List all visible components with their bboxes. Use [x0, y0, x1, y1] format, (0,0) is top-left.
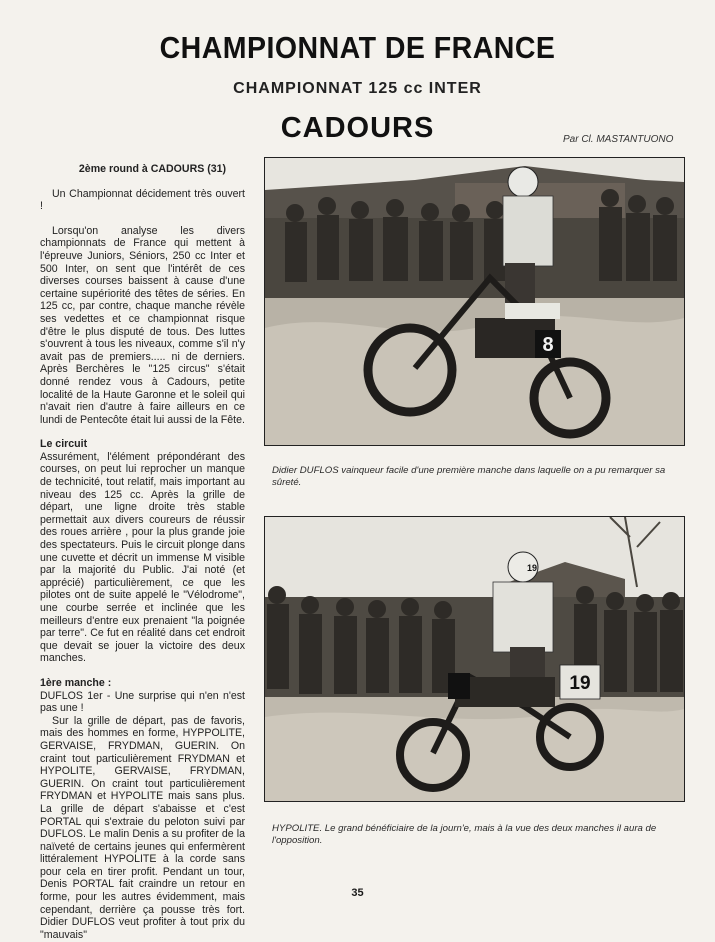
bike-number-8: 8	[542, 334, 554, 356]
article-place-title: CADOURS	[280, 112, 435, 144]
bike-number-19: 19	[569, 673, 591, 694]
intro-paragraph: Un Championnat décidement très ouvert !	[40, 187, 245, 213]
bottom-photo-caption: HYPOLITE. Le grand bénéficiaire de la journ'e, mais à la vue des deux manches il aura de l'opposition.	[272, 823, 657, 846]
author-byline: Par Cl. MASTANTUONO	[563, 134, 674, 145]
article-text-column	[40, 163, 245, 941]
round-heading: 2ème round à CADOURS (31)	[78, 163, 227, 175]
manche-lead: DUFLOS 1er - Une surprise qui n'en n'est pas une !	[40, 689, 245, 715]
manche-heading: 1ère manche :	[40, 676, 112, 689]
helmet-number: 19	[526, 563, 538, 573]
circuit-heading: Le circuit	[40, 438, 88, 451]
page-title: CHAMPIONNAT DE FRANCE	[159, 30, 556, 65]
photo-duflos	[264, 157, 685, 446]
top-photo-caption: Didier DUFLOS vainqueur facile d'une première manche dans laquelle on a pu remarquer sa sûreté.	[272, 465, 666, 488]
manche-paragraph: Sur la grille de départ, pas de favoris, mais des hommes en forme, HYPPOLITE, GERVAISE, FRYDMAN, GUERIN. On craint tout particulièrement FRYDMAN et HYPOLITE, GERVAISE, FRYDMAN, GUERIN. On craint tout particulièrement FRYDMAN et HYPOLITE mais sans plus. La grille de départ s'abaisse et c'est PORTAL qui s'extraie du peloton suivi par DUFLOS. Le malin Denis a su profiter de la naïveté de certains jeunes qui enfermèrent littéralement HYPOLITE à la corde sans pour cela en tirer profit. Pendant un tour, Denis PORTAL fait craindre un retour en forme, pour les autres évidemment, mais cependant, derrière ça pousse très fort. Didier DUFLOS veut profiter à tout prix du "mauvais"	[40, 714, 245, 941]
page-number: 35	[351, 887, 364, 899]
paragraph-1: Lorsqu'on analyse les divers championnats de France qui mettent à l'épreuve Juniors, Séniors, 250 cc Inter et 500 Inter, on sent que l'intérêt de ces diverses courses baissent à cause d'une certaine supériorité des têtes de séries. En 125 cc, par contre, chaque manche révèle ses vedettes et ce championnat risque d'être le plus disputé de tous. Des luttes s'ouvrent à tous les niveaux, comme s'il n'y avait pas de premiers..... ni de derniers. Après Berchères le "125 circus" s'était donné rendez vous à Cadours, petite localité de la Haute Garonne et le soleil qui n'avait rien d'autre à faire ailleurs en ce lundi de Pentecôte était lui aussi de la Fête.	[40, 224, 245, 426]
photo-hypolite	[264, 516, 685, 802]
circuit-paragraph: Assurément, l'élément prépondérant des courses, on peut lui reprocher un manque de technicité, tout relatif, mais important au niveau des 125 cc. Après la grille de départ, une ligne droite très stable permettait aux divers coureurs de réussir des roues arrière , pour la plus grande joie des spectateurs. Puis le circuit plonge dans une cuvette et décrit un immense M visible par la majorité du Public. J'ai noté (et apprécié) particulièrement, ce que les pilotes ont de suite appelé le "Vélodrome", une courbe serrée et inclinée que les meilleurs d'entre eux prenaient "la poignée par terre". Ce fut en réalité dans cet endroit que devait se jouer la victoire des deux manches.	[40, 450, 245, 665]
page-subtitle: CHAMPIONNAT 125 cc INTER	[233, 80, 482, 97]
